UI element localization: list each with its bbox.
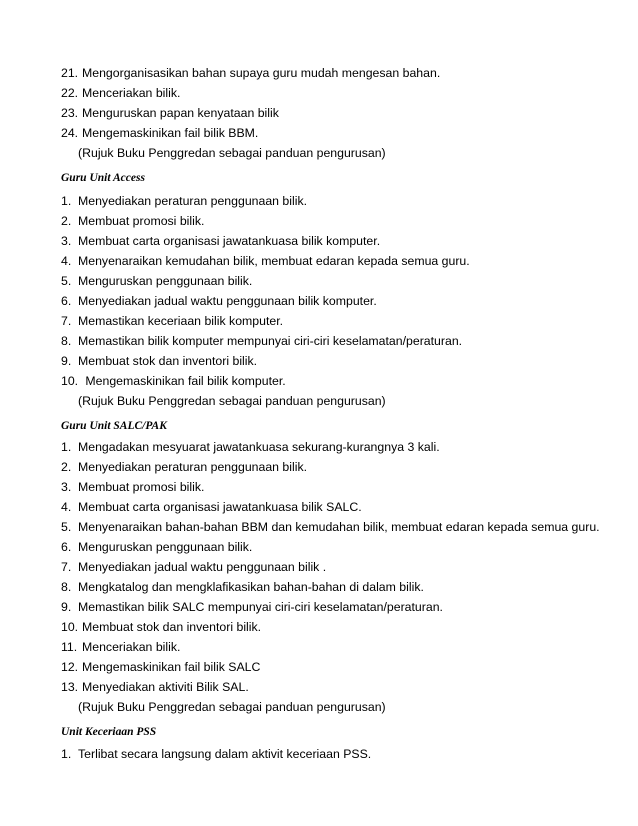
list-item: 4. Membuat carta organisasi jawatankuasa bilik SALC. — [61, 500, 362, 514]
list-item: 24. Mengemaskinikan fail bilik BBM. — [61, 126, 259, 140]
section-heading-salc: Guru Unit SALC/PAK — [61, 420, 167, 432]
reference-note: (Rujuk Buku Penggredan sebagai panduan pengurusan) — [78, 146, 386, 160]
list-item: 21. Mengorganisasikan bahan supaya guru mudah mengesan bahan. — [61, 66, 441, 80]
list-item: 1. Terlibat secara langsung dalam aktivit keceriaan PSS. — [61, 747, 372, 761]
list-item: 7. Menyediakan jadual waktu penggunaan bilik . — [61, 560, 327, 574]
list-item: 1. Menyediakan peraturan penggunaan bilik. — [61, 194, 308, 208]
list-item: 11. Menceriakan bilik. — [61, 640, 181, 654]
list-item: 12. Mengemaskinikan fail bilik SALC — [61, 660, 261, 674]
reference-note: (Rujuk Buku Penggredan sebagai panduan pengurusan) — [78, 394, 386, 408]
list-item: 10. Membuat stok dan inventori bilik. — [61, 620, 262, 634]
list-item: 4. Menyenaraikan kemudahan bilik, membuat edaran kepada semua guru. — [61, 254, 470, 268]
section-heading-pss: Unit Keceriaan PSS — [61, 726, 157, 738]
list-item: 6. Menguruskan penggunaan bilik. — [61, 540, 253, 554]
section-heading-access: Guru Unit Access — [61, 172, 145, 184]
list-item: 2. Membuat promosi bilik. — [61, 214, 205, 228]
list-item: 9. Membuat stok dan inventori bilik. — [61, 354, 258, 368]
list-item: 6. Menyediakan jadual waktu penggunaan bilik komputer. — [61, 294, 377, 308]
list-item: 8. Memastikan bilik komputer mempunyai ciri-ciri keselamatan/peraturan. — [61, 334, 463, 348]
list-item: 10. Mengemaskinikan fail bilik komputer. — [61, 374, 286, 388]
reference-note: (Rujuk Buku Penggredan sebagai panduan pengurusan) — [78, 700, 386, 714]
list-item: 8. Mengkatalog dan mengklafikasikan bahan-bahan di dalam bilik. — [61, 580, 424, 594]
list-item: 5. Menguruskan penggunaan bilik. — [61, 274, 253, 288]
list-item: 3. Membuat carta organisasi jawatankuasa bilik komputer. — [61, 234, 381, 248]
list-item: 22. Menceriakan bilik. — [61, 86, 181, 100]
list-item: 1. Mengadakan mesyuarat jawatankuasa sekurang-kurangnya 3 kali. — [61, 440, 440, 454]
list-item: 7. Memastikan keceriaan bilik komputer. — [61, 314, 284, 328]
list-item: 3. Membuat promosi bilik. — [61, 480, 205, 494]
list-item: 5. Menyenaraikan bahan-bahan BBM dan kemudahan bilik, membuat edaran kepada semua guru. — [61, 520, 600, 534]
list-item: 9. Memastikan bilik SALC mempunyai ciri-ciri keselamatan/peraturan. — [61, 600, 443, 614]
list-item: 2. Menyediakan peraturan penggunaan bilik. — [61, 460, 308, 474]
list-item: 23. Menguruskan papan kenyataan bilik — [61, 106, 279, 120]
list-item: 13. Menyediakan aktiviti Bilik SAL. — [61, 680, 249, 694]
